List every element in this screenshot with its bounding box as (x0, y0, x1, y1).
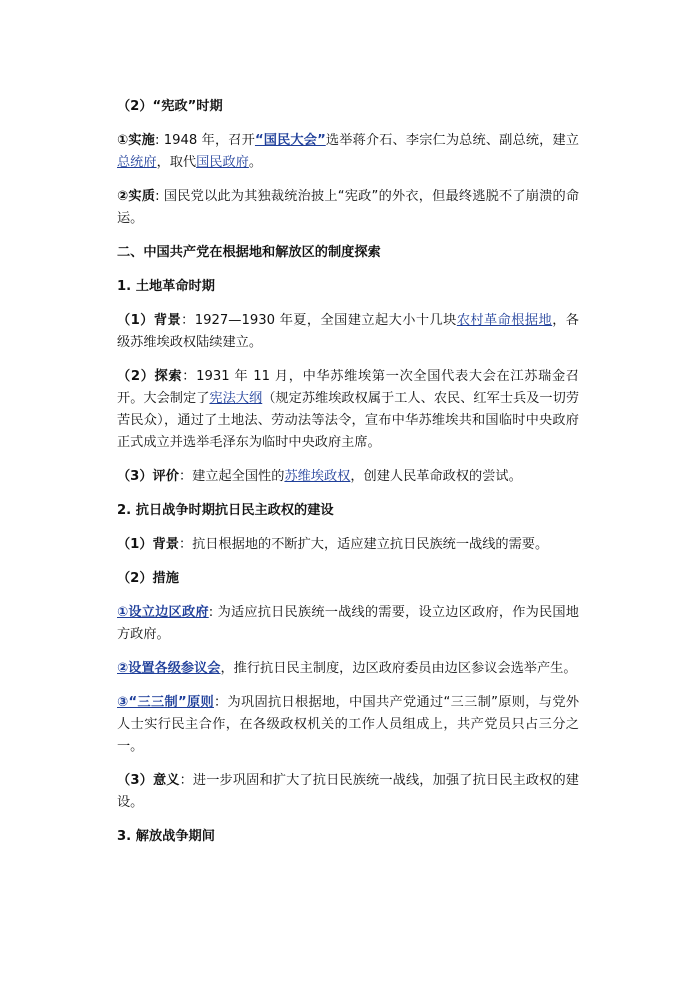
term-label: ①实施 (117, 133, 155, 148)
paragraph-border-region-government (117, 602, 579, 646)
subheading-land-revolution: 1. 土地革命时期 (117, 279, 215, 294)
paragraph-essence (117, 186, 579, 230)
link-national-government[interactable]: 国民政府 (196, 155, 249, 170)
link-councils[interactable]: ②设置各级参议会 (117, 661, 221, 676)
paragraph-evaluation (117, 466, 579, 488)
paragraph-text: 选举蒋介石、李宗仁为总统、副总统，建立 (325, 133, 579, 148)
paragraph-text: : 国民党以此为其独裁统治披上“宪政”的外衣，但最终逃脱不了崩溃的命运。 (117, 189, 580, 226)
term-label: ②实质 (117, 189, 156, 204)
term-label: （3）评价 (117, 469, 179, 484)
paragraph-text: ：进一步巩固和扩大了抗日民族统一战线，加强了抗日民主政权的建设。 (117, 773, 579, 810)
paragraph-text: ，推行抗日民主制度，边区政府委员由边区参议会选举产生。 (220, 661, 577, 676)
paragraph-background-2 (117, 534, 579, 556)
paragraph-text: （规定苏维埃政权属于工人、农民、红军士兵及一切劳苦民众），通过了土地法、劳动法等法令，宣布中华苏维埃共和国临时中央政府正式成立并选举毛泽东为临时中央政府主席。 (117, 391, 580, 450)
term-label: （1）背景 (117, 313, 182, 328)
link-three-thirds-principle[interactable]: ③“三三制”原则 (117, 695, 214, 710)
paragraph-text: ，创建人民革命政权的尝试。 (350, 469, 522, 484)
term-label: （1）背景 (117, 537, 179, 552)
section-heading-constitutional-period: （2）“宪政”时期 (117, 99, 223, 114)
paragraph-text: ：抗日根据地的不断扩大，适应建立抗日民族统一战线的需要。 (178, 537, 549, 552)
paragraph-text: : 1948 年，召开 (154, 133, 255, 148)
link-soviet-regime[interactable]: 苏维埃政权 (284, 469, 351, 484)
paragraph-text: ，取代 (156, 155, 197, 170)
paragraph-text: ：为巩固抗日根据地，中国共产党通过“三三制”原则，与党外人士实行民主合作，在各级政权机关的工作人员组成上，共产党员只占三分之一。 (117, 695, 580, 754)
section-heading-cpc-exploration: 二、中国共产党在根据地和解放区的制度探索 (117, 245, 381, 260)
document-page (117, 96, 579, 860)
paragraph-significance (117, 770, 579, 814)
paragraph-text: : 为适应抗日民族统一战线的需要，设立边区政府，作为民国地方政府。 (117, 605, 579, 642)
paragraph-text: ，各级苏维埃政权陆续建立。 (117, 313, 579, 350)
link-constitution-outline[interactable]: 宪法大纲 (209, 391, 263, 406)
term-label: （3）意义 (117, 773, 180, 788)
paragraph-councils (117, 658, 579, 680)
link-presidential-palace[interactable]: 总统府 (117, 155, 157, 170)
paragraph-text: ：建立起全国性的 (178, 469, 285, 484)
subheading-measures: （2）措施 (117, 571, 179, 586)
paragraph-background-1 (117, 310, 579, 354)
subheading-liberation-war: 3. 解放战争期间 (117, 829, 215, 844)
term-label: （2）探索 (117, 369, 183, 384)
subheading-anti-japanese-war: 2. 抗日战争时期抗日民主政权的建设 (117, 503, 334, 518)
link-national-assembly[interactable]: “国民大会” (254, 133, 326, 148)
paragraph-implementation (117, 130, 579, 174)
link-rural-revolutionary-base[interactable]: 农村革命根据地 (456, 313, 553, 328)
paragraph-text: 。 (248, 155, 263, 170)
paragraph-text: ：1927—1930 年夏，全国建立起大小十几块 (181, 313, 457, 328)
paragraph-three-thirds (117, 692, 579, 758)
paragraph-exploration (117, 366, 579, 454)
paragraph-text: ：1931 年 11 月，中华苏维埃第一次全国代表大会在江苏瑞金召开。大会制定了 (117, 369, 579, 406)
link-border-region-government[interactable]: ①设立边区政府 (117, 605, 209, 620)
